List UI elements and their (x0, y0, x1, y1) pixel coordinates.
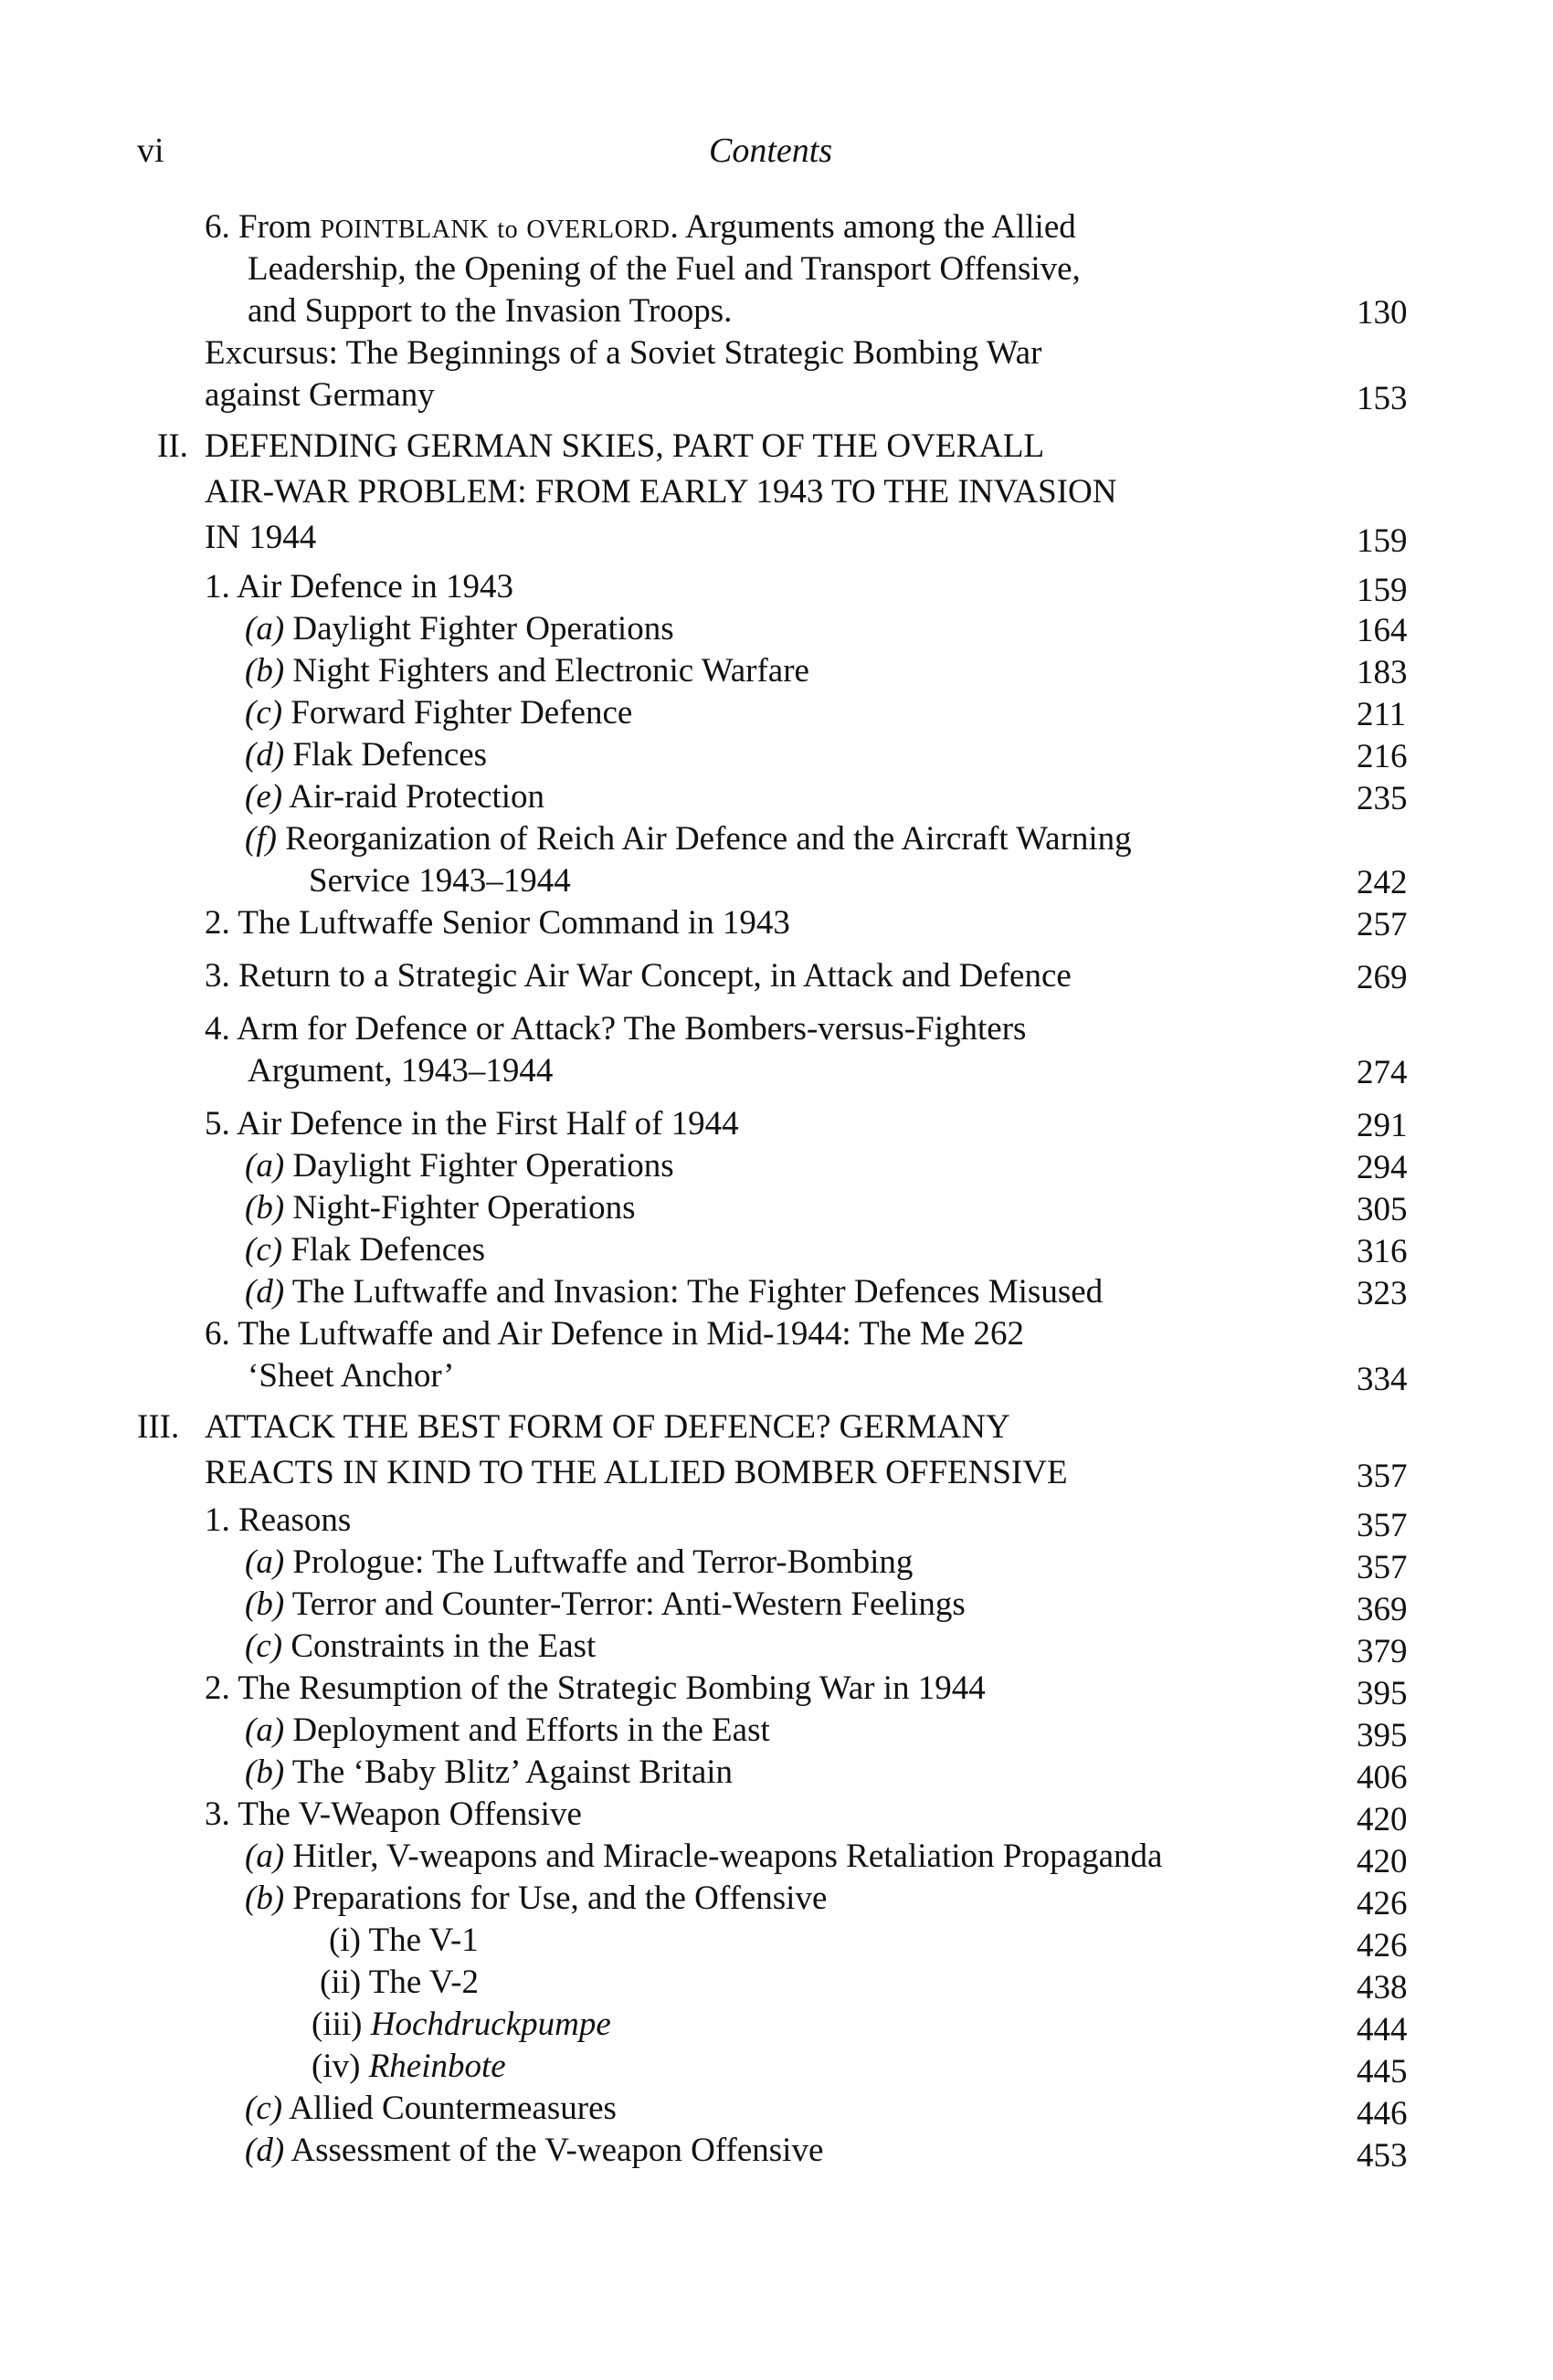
entry-title-part: From (238, 208, 312, 246)
entry-title: Air Defence in 1943 (236, 568, 514, 606)
entry-title: Flak Defences (292, 736, 488, 774)
entry-title: Preparations for Use, and the Offensive (292, 1880, 828, 1917)
page-number: 426 (1357, 1927, 1408, 1964)
entry-label: (f) (245, 820, 277, 858)
page-number: 257 (1357, 906, 1408, 943)
entry-label: (a) (245, 1838, 285, 1875)
toc-entry-ii-5d (245, 1271, 1103, 1313)
entry-title: Assessment of the V-weapon Offensive (291, 2132, 824, 2169)
page-number: 305 (1357, 1191, 1408, 1228)
toc-entry-ii-5c (245, 1229, 485, 1271)
toc-entry-iii-3c (245, 2088, 617, 2130)
toc-entry-ii-3 (205, 955, 1072, 997)
entry-title: Air-raid Protection (289, 778, 545, 816)
entry-title-smallcaps: OVERLORD (526, 216, 671, 244)
toc-entry-line: Leadership, the Opening of the Fuel and Transport Offensive, (248, 250, 1081, 288)
toc-entry-line: Service 1943–1944 (309, 862, 571, 900)
toc-entry-ii-1d (245, 734, 487, 776)
toc-entry-ii-1f (245, 818, 1132, 860)
toc-entry-iii-3b-ii (320, 1962, 479, 2004)
entry-label: (d) (245, 736, 285, 774)
entry-title: Air Defence in the First Half of 1944 (236, 1105, 739, 1143)
page-number: 420 (1357, 1801, 1408, 1838)
entry-number: 2. (205, 904, 230, 942)
page-number: 357 (1357, 1458, 1408, 1495)
entry-label: (b) (245, 1189, 285, 1227)
toc-entry-ii-6 (205, 1313, 1024, 1355)
part-heading: REACTS IN KIND TO THE ALLIED BOMBER OFFENSIVE (205, 1454, 1068, 1491)
entry-number: 1. (205, 568, 230, 606)
entry-title-smallcaps: to (497, 216, 519, 244)
page-number: 211 (1357, 696, 1407, 733)
entry-title: Night-Fighter Operations (292, 1189, 636, 1227)
entry-title: The Luftwaffe Senior Command in 1943 (238, 904, 790, 942)
page-number: 438 (1357, 1969, 1408, 2006)
toc-entry-iii-2a (245, 1710, 770, 1752)
entry-title: Return to a Strategic Air War Concept, in Attack and Defence (238, 957, 1072, 995)
toc-entry-ii-2 (205, 902, 790, 944)
entry-label: (b) (245, 1585, 285, 1623)
entry-title: The ‘Baby Blitz’ Against Britain (291, 1753, 734, 1791)
toc-entry-excursus: Excursus: The Beginnings of a Soviet Strategic Bombing War (205, 334, 1042, 372)
toc-entry-iii-3b-iv (312, 2046, 506, 2088)
entry-title: The V-1 (368, 1922, 479, 1959)
toc-entry-iii-3b (245, 1878, 827, 1920)
page-number: 294 (1357, 1149, 1408, 1186)
entry-label: (a) (245, 610, 285, 648)
toc-entry-ii-1c (245, 692, 632, 734)
page-number: 369 (1357, 1591, 1408, 1628)
page-number: 445 (1357, 2053, 1408, 2090)
entry-label: (iii) (312, 2006, 363, 2043)
page-number: 446 (1357, 2095, 1408, 2133)
entry-title: Constraints in the East (291, 1627, 597, 1665)
entry-label: (i) (329, 1922, 361, 1959)
entry-title: Daylight Fighter Operations (292, 610, 674, 648)
page-number: 334 (1357, 1361, 1408, 1398)
page-number: 357 (1357, 1507, 1408, 1544)
entry-number: 6. (205, 1315, 230, 1353)
toc-entry-i-6 (205, 206, 1076, 251)
entry-title: Prologue: The Luftwaffe and Terror-Bombing (292, 1543, 914, 1581)
toc-entry-iii-1a (245, 1542, 913, 1584)
entry-number: 2. (205, 1669, 230, 1707)
page-number: 130 (1357, 294, 1408, 332)
toc-entry-line: ‘Sheet Anchor’ (248, 1357, 455, 1395)
page-number: 357 (1357, 1549, 1408, 1586)
toc-entry-iii-1 (205, 1500, 351, 1542)
page-number: 426 (1357, 1885, 1408, 1922)
entry-label: (c) (245, 1231, 283, 1269)
entry-label: (e) (245, 778, 283, 816)
page-number: 453 (1357, 2137, 1408, 2175)
entry-title: The V-Weapon Offensive (238, 1796, 582, 1833)
page-number: 444 (1357, 2011, 1408, 2048)
entry-label: (ii) (320, 1964, 362, 2001)
entry-label: (a) (245, 1711, 285, 1749)
page-number: 395 (1357, 1717, 1408, 1754)
page-number: 379 (1357, 1633, 1408, 1670)
entry-label: (b) (245, 652, 285, 690)
toc-entry-ii-1 (205, 566, 513, 608)
entry-title: Flak Defences (291, 1231, 485, 1269)
entry-title: The V-2 (368, 1964, 480, 2001)
entry-number: 3. (205, 957, 230, 995)
entry-number: 4. (205, 1010, 230, 1048)
entry-number: 3. (205, 1796, 230, 1833)
toc-entry-ii-4 (205, 1008, 1026, 1050)
entry-label: (iv) (312, 2048, 361, 2085)
entry-label: (c) (245, 1627, 283, 1665)
entry-label: (a) (245, 1147, 285, 1185)
page-number: 323 (1357, 1275, 1408, 1312)
entry-title: The Luftwaffe and Invasion: The Fighter Defences Misused (291, 1273, 1104, 1311)
entry-number: 6. (205, 208, 230, 246)
entry-title: Hitler, V-weapons and Miracle-weapons Retaliation Propaganda (292, 1838, 1163, 1875)
entry-title: Reasons (238, 1501, 352, 1539)
page-number: 216 (1357, 738, 1408, 775)
entry-label: (c) (245, 2090, 283, 2127)
entry-label: (d) (245, 2132, 285, 2169)
toc-entry-iii-2 (205, 1668, 986, 1710)
page-number: 159 (1357, 572, 1408, 609)
toc-entry-line: and Support to the Invasion Troops. (248, 292, 733, 330)
page-folio: vi (137, 132, 164, 170)
entry-title: Hochdruckpumpe (370, 2006, 611, 2043)
entry-label: (a) (245, 1543, 285, 1581)
toc-entry-line: Argument, 1943–1944 (248, 1052, 554, 1090)
toc-entry-ii-1e (245, 776, 544, 818)
toc-entry-ii-1a (245, 608, 674, 650)
page-number: 183 (1357, 654, 1408, 691)
entry-label: (c) (245, 694, 283, 732)
toc-entry-iii-3 (205, 1794, 582, 1836)
toc-entry-iii-2b (245, 1752, 733, 1794)
entry-title: The Resumption of the Strategic Bombing War in 1944 (238, 1669, 986, 1707)
part-heading: DEFENDING GERMAN SKIES, PART OF THE OVERALL (205, 427, 1045, 465)
toc-entry-iii-1b (245, 1584, 966, 1626)
part-heading: IN 1944 (205, 519, 317, 556)
toc-entry-iii-1c (245, 1626, 596, 1668)
page-number: 159 (1357, 522, 1408, 560)
entry-title: Daylight Fighter Operations (292, 1147, 674, 1185)
page-number: 420 (1357, 1843, 1408, 1880)
entry-label: (d) (245, 1273, 285, 1311)
page-number: 395 (1357, 1675, 1408, 1712)
page-number: 153 (1357, 380, 1408, 417)
entry-title: Allied Countermeasures (289, 2090, 617, 2127)
entry-title: Arm for Defence or Attack? The Bombers-versus-Fighters (236, 1010, 1027, 1048)
page-number: 242 (1357, 864, 1408, 901)
part-number: III. (137, 1408, 180, 1446)
entry-title: Rheinbote (368, 2048, 506, 2085)
entry-title: The Luftwaffe and Air Defence in Mid-1944: The Me 262 (238, 1315, 1025, 1353)
entry-title-part: . Arguments among the Allied (670, 208, 1076, 246)
running-head: Contents (709, 132, 833, 170)
toc-entry-ii-5 (205, 1103, 739, 1145)
entry-title: Terror and Counter-Terror: Anti-Western Feelings (291, 1585, 966, 1623)
part-heading: ATTACK THE BEST FORM OF DEFENCE? GERMANY (205, 1408, 1010, 1446)
page-number: 291 (1357, 1107, 1408, 1144)
entry-number: 1. (205, 1501, 230, 1539)
page-number: 316 (1357, 1233, 1408, 1270)
part-number: II. (157, 427, 188, 465)
toc-entry-iii-3a (245, 1836, 1162, 1878)
page-number: 274 (1357, 1054, 1408, 1091)
toc-entry-ii-5a (245, 1145, 674, 1187)
part-heading: AIR-WAR PROBLEM: FROM EARLY 1943 TO THE INVASION (205, 473, 1117, 511)
toc-entry-iii-3b-iii (312, 2004, 611, 2046)
page-number: 164 (1357, 612, 1408, 649)
page-number: 235 (1357, 780, 1408, 817)
entry-label: (b) (245, 1753, 285, 1791)
toc-entry-iii-3d (245, 2130, 823, 2172)
toc-entry-ii-1b (245, 650, 809, 692)
entry-title: Forward Fighter Defence (291, 694, 633, 732)
page-number: 269 (1357, 959, 1408, 996)
entry-title: Deployment and Efforts in the East (292, 1711, 770, 1749)
entry-number: 5. (205, 1105, 230, 1143)
page-number: 406 (1357, 1759, 1408, 1796)
entry-title: Reorganization of Reich Air Defence and the Aircraft Warning (285, 820, 1132, 858)
entry-title: Night Fighters and Electronic Warfare (292, 652, 809, 690)
entry-label: (b) (245, 1880, 285, 1917)
entry-title-smallcaps: POINTBLANK (320, 216, 490, 244)
toc-entry-ii-5b (245, 1187, 635, 1229)
toc-entry-line: against Germany (205, 376, 435, 414)
toc-entry-iii-3b-i (329, 1920, 479, 1962)
